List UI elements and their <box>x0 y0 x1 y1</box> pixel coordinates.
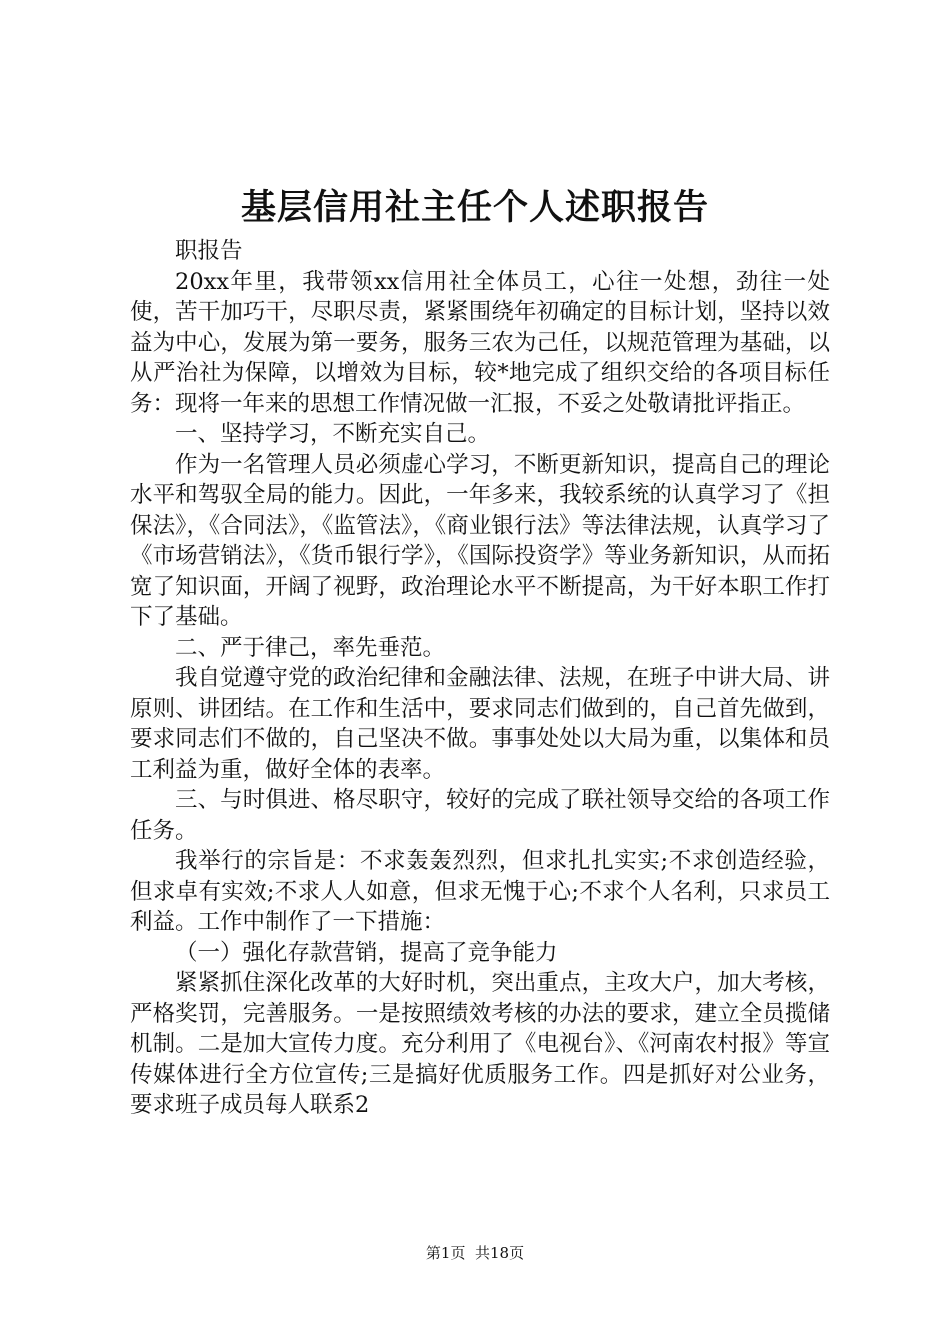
section-heading: 三、与时俱进、格尽职守，较好的完成了联社领导交给的各项工作任务。 <box>130 787 830 844</box>
body-paragraph: 作为一名管理人员必须虚心学习，不断更新知识，提高自己的理论水平和驾驭全局的能力。因此，一年多来，我较系统的认真学习了《担保法》，《合同法》，《监管法》，《商业银行法》等法律法规，认真学习了《市场营销法》，《货币银行学》，《国际投资学》等业务新知识，从而拓宽了知识面，开阔了视野，政治理论水平不断提高，为干好本职工作打下了基础。 <box>130 451 830 630</box>
body-paragraph: 我举行的宗旨是：不求轰轰烈烈，但求扎扎实实;不求创造经验，但求卓有实效;不求人人如意，但求无愧于心;不求个人名利，只求员工利益。工作中制作了一下措施： <box>130 848 830 935</box>
page-footer: 第1页 共18页 <box>425 1244 525 1262</box>
body-paragraph: 20xx年里，我带领xx信用社全体员工，心往一处想，劲往一处使，苦干加巧干，尽职尽责，紧紧围绕年初确定的目标计划，坚持以效益为中心，发展为第一要务，服务三农为己任，以规范管理为基础，以从严治社为保障，以增效为目标，较*地完成了组织交给的各项目标任务：现将一年来的思想工作情况做一汇报，不妥之处敬请批评指正。 <box>130 268 830 417</box>
body-paragraph: 紧紧抓住深化改革的大好时机，突出重点，主攻大户，加大考核，严格奖罚，完善服务。一是按照绩效考核的办法的要求，建立全员揽储机制。二是加大宣传力度。充分利用了《电视台》、《河南农村报》等宣传媒体进行全方位宣传;三是搞好优质服务工作。四是抓好对公业务，要求班子成员每人联系2 <box>130 970 830 1118</box>
body-paragraph: 我自觉遵守党的政治纪律和金融法律、法规，在班子中讲大局、讲原则、讲团结。在工作和生活中，要求同志们做到的，自己首先做到，要求同志们不做的，自己坚决不做。事事处处以大局为重，以集体和员工利益为重，做好全体的表率。 <box>130 665 830 783</box>
section-heading: 一、坚持学习，不断充实自己。 <box>175 421 491 447</box>
section-heading: 二、严于律己，率先垂范。 <box>175 634 446 661</box>
document-title: 基层信用社主任个人述职报告 <box>240 187 709 228</box>
document-body <box>130 236 830 1121</box>
subsection-heading: （一）强化存款营销，提高了竞争能力 <box>175 939 558 966</box>
body-paragraph: 职报告 <box>175 238 243 264</box>
